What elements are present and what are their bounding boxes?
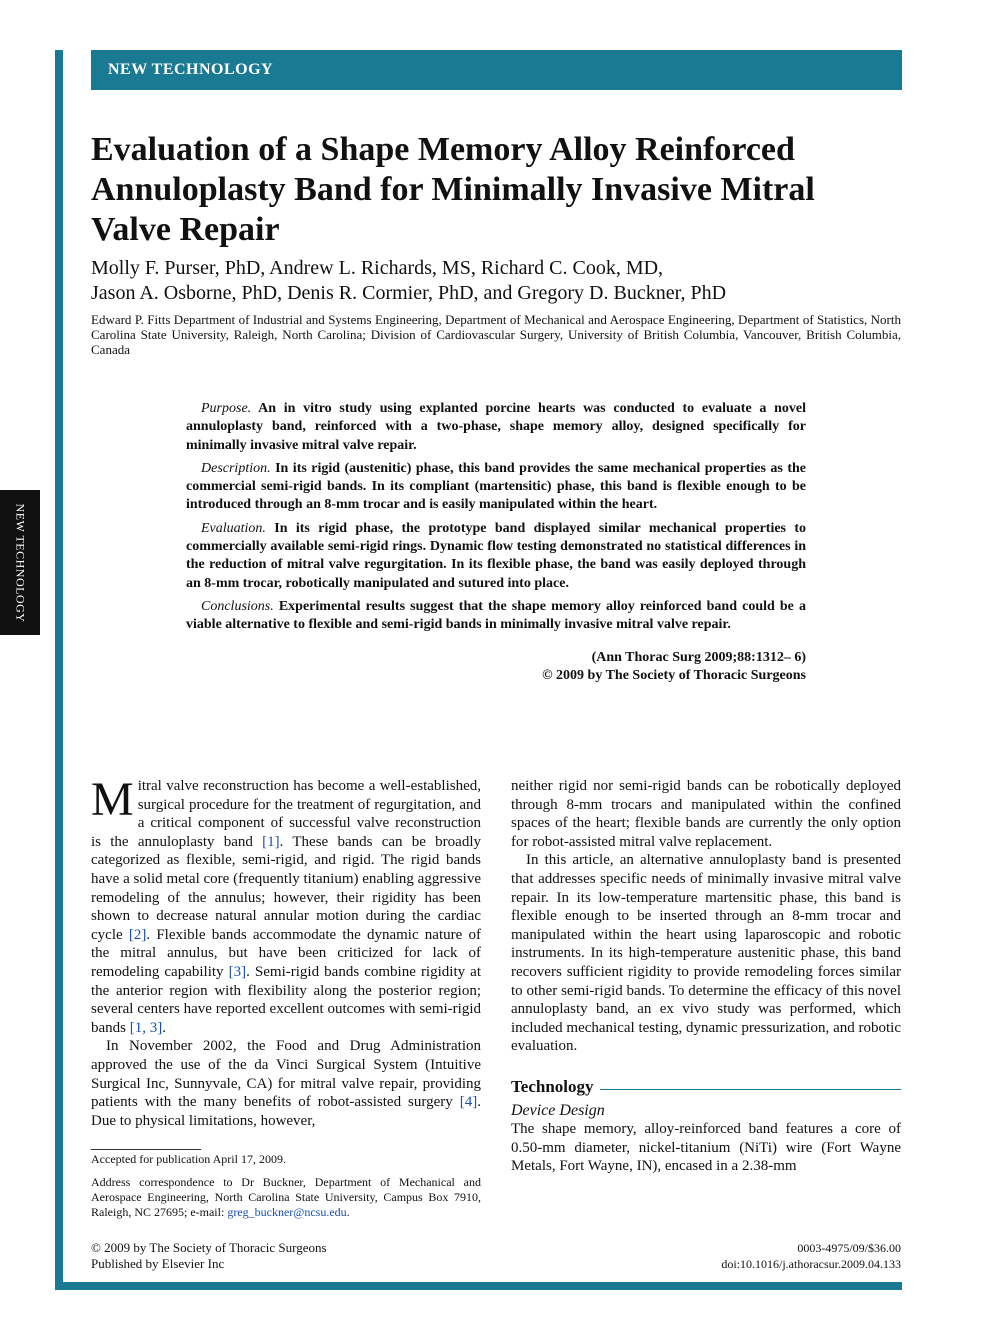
correspondence-period: . [346,1205,350,1219]
article-identifiers [721,1240,901,1272]
author-list [91,256,901,306]
reference-link[interactable]: [1] [262,833,280,850]
body-text: In November 2002, the Food and Drug Administration approved the use of the da Vinci Surgical System (Intuitive Surgical Inc, Sunnyvale, CA) for mitral valve repair, providing patients with the many benefits of robot-assisted surgery [91,1038,481,1111]
purpose-label: Purpose. [201,401,252,416]
reference-link[interactable]: [4] [459,1094,478,1111]
body-paragraph: neither rigid nor semi-rigid bands can be robotically deployed through 8-mm trocars and manipulated within the confined spaces of the heart; flexible bands are currently the only option for robot-assisted mitral valve replacement. [511,778,901,850]
body-text: . Semi-rigid bands combine rigidity at the anterior region with flexibility along the posterior region; several centers have reported excellent outcomes with semi-rigid bands [91,963,482,1036]
abstract-evaluation [186,520,806,593]
conclusions-label: Conclusions. [201,598,274,614]
accepted-note: Accepted for publication April 17, 2009. [91,1152,286,1166]
publisher-copyright: © 2009 by The Society of Thoracic Surgeons [91,1240,327,1255]
body-paragraph [91,773,482,1037]
body-column-left [91,773,482,1130]
body-column-right [511,777,901,1176]
reference-link[interactable]: [3] [228,963,247,980]
evaluation-text: In its rigid phase, the prototype band displayed similar mechanical properties to commercially available semi-rigid rings. Dynamic flow testing demonstrated no statistical differences in the reduction of mitral valve regurgitation. In its flexible phase, the band was easily deployed through an 8-mm trocar, robotically manipulated and sutured into place. [186,520,807,591]
side-tab-label: NEW TECHNOLOGY [13,503,28,622]
abstract [186,400,806,685]
footnotes [91,1149,481,1228]
section-heading [511,1078,901,1097]
body-text: . [162,1019,166,1036]
body-text: itral valve reconstruction has become a well-established, surgical procedure for the treatment of regurgitation, and a critical component of successful valve reconstruction is the annuloplasty band [91,778,481,850]
authors-line-1: Molly F. Purser, PhD, Andrew L. Richards, MS, Richard C. Cook, MD, [91,257,664,279]
abstract-copyright: © 2009 by The Society of Thoracic Surgeons [542,667,806,683]
evaluation-label: Evaluation. [201,520,266,536]
abstract-conclusions [186,598,806,635]
reference-link[interactable]: [1, 3] [129,1019,163,1036]
purpose-text: An in vitro study using explanted porcine hearts was conducted to evaluate a novel annuloplasty band, reinforced with a two-phase, shape memory alloy, designed specifically for minimally invasive mitral valve repair. [186,401,806,453]
abstract-purpose [186,400,806,455]
side-section-tab [0,490,40,635]
issn: 0003-4975/09/$36.00 [797,1241,901,1255]
subsection-heading: Device Design [511,1101,605,1119]
publisher-info [91,1240,327,1272]
correspondence-note [91,1175,481,1220]
body-paragraph: The shape memory, alloy-reinforced band features a core of 0.50-mm diameter, nickel-titanium (NiTi) wire (Fort Wayne Metals, Fort Wayne, IN), encased in a 2.38-mm [511,1121,901,1175]
description-text: In its rigid (austenitic) phase, this band provides the same mechanical properties as the commercial semi-rigid bands. In its compliant (martensitic) phase, this band is flexible enough to be introduced through an 8-mm trocar and is easily manipulated within the heart. [186,460,807,513]
section-header-bar: NEW TECHNOLOGY [91,50,902,90]
journal-citation [186,649,806,686]
affiliations: Edward P. Fitts Department of Industrial and Systems Engineering, Department of Mechanical and Aerospace Engineering, Department of Statistics, North Carolina State University, Raleigh, North Carolina; Division of Cardiovascular Surgery, University of British Columbia, Vancouver, British Columbia, Canada [91,312,901,357]
email-link[interactable]: greg_buckner@ncsu.edu [227,1205,347,1219]
bottom-accent-rule [55,1282,902,1290]
body-paragraph [91,1037,481,1130]
footnote-rule [91,1149,201,1150]
conclusions-text: Experimental results suggest that the shape memory alloy reinforced band could be a viable alternative to flexible and semi-rigid bands in minimally invasive mitral valve repair. [186,598,806,633]
body-text: . Flexible bands accommodate the dynamic nature of the mitral annulus, but have been criticized for lack of remodeling capability [91,926,481,980]
citation-text: (Ann Thorac Surg 2009;88:1312– 6) [591,649,806,665]
authors-line-2: Jason A. Osborne, PhD, Denis R. Cormier, PhD, and Gregory D. Buckner, PhD [91,282,727,304]
body-paragraph: In this article, an alternative annuloplasty band is presented that addresses specific needs of minimally invasive mitral valve repair. In its low-temperature martensitic phase, this band is flexible enough to be inserted through an 8-mm trocar and manipulated within the heart using laparoscopic and robotic instruments. In its high-temperature austenitic phase, this band recovers sufficient rigidity to provide remodeling forces similar to other semi-rigid bands. To determine the efficacy of this novel annuloplasty band, an ex vivo study was performed, which included mechanical testing, dynamic pressurization, and robotic evaluation. [511,852,901,1055]
publisher-name: Published by Elsevier Inc [91,1256,225,1271]
article-title: Evaluation of a Shape Memory Alloy Reinforced Annuloplasty Band for Minimally Invasive Mitral Valve Repair [91,131,815,248]
doi: doi:10.1016/j.athoracsur.2009.04.133 [721,1257,901,1271]
reference-link[interactable]: [2] [128,926,147,943]
abstract-description [186,460,806,515]
body-text: . These bands can be broadly categorized as flexible, semi-rigid, and rigid. The rigid bands have a solid metal core (frequently titanium) enabling aggressive remodeling of the annulus; however, their rigidity has been shown to decrease natural annular motion during the cardiac cycle [91,833,481,943]
section-heading-rule [600,1089,901,1090]
body-text: . Due to physical limitations, however, [91,1094,481,1129]
description-label: Description. [201,460,271,476]
drop-cap: M [91,773,134,826]
section-heading-text: Technology [511,1076,594,1096]
left-accent-rule [55,50,63,1290]
correspondence-text: Address correspondence to Dr Buckner, Department of Mechanical and Aerospace Engineering, North Carolina State University, Campus Box 7910, Raleigh, NC 27695; e-mail: [91,1175,481,1219]
